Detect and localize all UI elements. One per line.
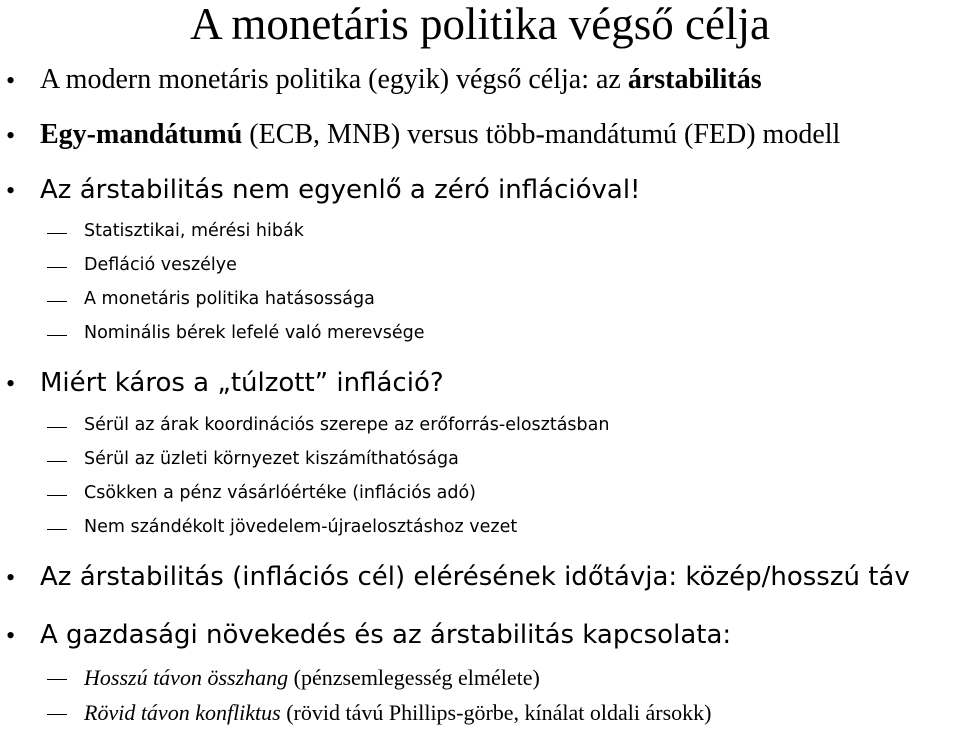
sub-item-text: A monetáris politika hatásossága [84, 289, 375, 309]
bullet-text: Az árstabilitás (inflációs cél) elérésének időtávja: közép/hosszú táv [40, 562, 910, 592]
bullet-text-bold: árstabilitás [627, 64, 762, 95]
sub-item [0, 515, 960, 543]
dash-marker [47, 529, 67, 530]
sub-item [0, 287, 960, 315]
dash-marker [47, 461, 67, 462]
sub-item-text: Sérül az árak koordinációs szerepe az erőforrás-elosztásban [84, 415, 610, 435]
dash-marker [47, 495, 67, 496]
sub-item-plain: (pénzsemlegesség elmélete) [288, 665, 540, 690]
bullet-dot: • [6, 66, 16, 95]
sub-item-italic: Rövid távon konfliktus [84, 700, 281, 725]
dash-marker [47, 714, 67, 715]
sub-item-text: Statisztikai, mérési hibák [84, 221, 304, 241]
sub-item [0, 664, 960, 694]
sub-item [0, 699, 960, 729]
dash-marker [47, 267, 67, 268]
bullet-text [40, 64, 762, 96]
sub-item [0, 253, 960, 281]
sub-item-text: Defláció veszélye [84, 255, 237, 275]
dash-marker [47, 233, 67, 234]
slide-title: A monetáris politika végső célja [190, 0, 770, 49]
dash-marker [47, 427, 67, 428]
sub-item-text: Nem szándékolt jövedelem-újraelosztáshoz vezet [84, 517, 518, 537]
bullet-dot: • [6, 176, 16, 205]
sub-item [0, 481, 960, 509]
bullet-text [40, 119, 840, 151]
bullet-text: A gazdasági növekedés és az árstabilitás kapcsolata: [40, 620, 732, 650]
bullet-dot: • [6, 121, 16, 150]
sub-item-text: Sérül az üzleti környezet kiszámíthatósága [84, 449, 459, 469]
bullet-text-bold: Egy-mandátumú [40, 119, 243, 150]
bullet-text: Az árstabilitás nem egyenlő a zéró inflációval! [40, 175, 641, 205]
sub-item-text [84, 700, 712, 726]
sub-item-italic: Hosszú távon összhang [84, 665, 289, 690]
sub-item [0, 219, 960, 247]
bullet-dot: • [6, 563, 16, 592]
sub-item-text: Csökken a pénz vásárlóértéke (inflációs adó) [84, 483, 476, 503]
bullet-dot: • [6, 621, 16, 650]
dash-marker [47, 679, 67, 680]
bullet-dot: • [6, 369, 16, 398]
bullet-text-plain: A modern monetáris politika (egyik) végső célja: az [40, 64, 628, 95]
sub-item [0, 447, 960, 475]
sub-item-text [84, 665, 540, 691]
sub-item [0, 413, 960, 441]
dash-marker [47, 301, 67, 302]
bullet-text: Miért káros a „túlzott” infláció? [40, 368, 444, 398]
sub-item [0, 321, 960, 349]
sub-item-plain: (rövid távú Phillips-görbe, kínálat oldali ársokk) [280, 700, 712, 725]
bullet-text-plain: (ECB, MNB) versus több-mandátumú (FED) modell [242, 119, 841, 150]
dash-marker [47, 335, 67, 336]
sub-item-text: Nominális bérek lefelé való merevsége [84, 323, 425, 343]
